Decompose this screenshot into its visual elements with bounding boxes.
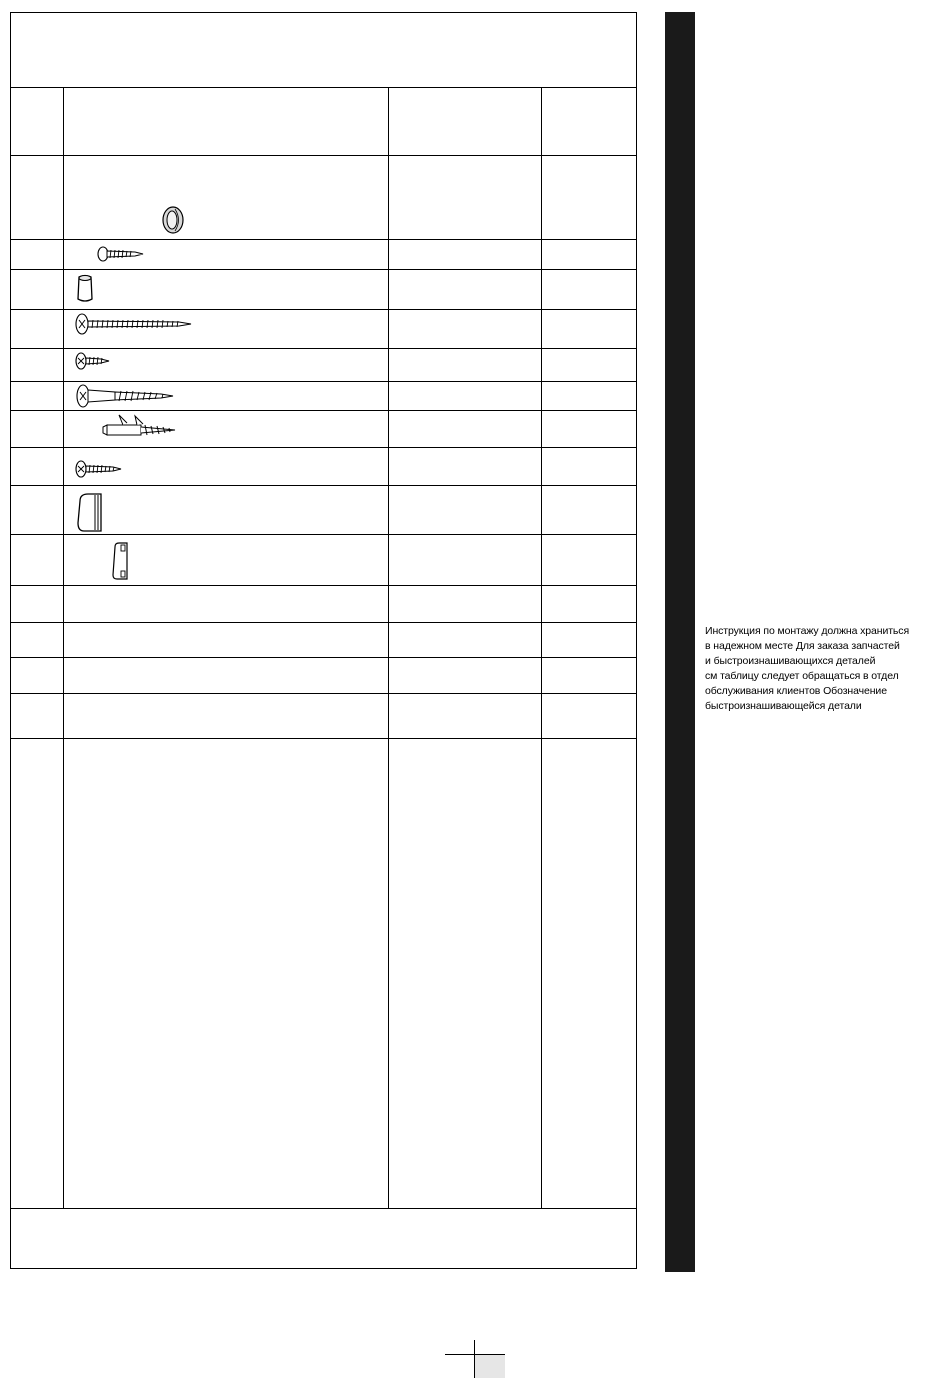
column-divider: [388, 87, 389, 1208]
table-title-band: [11, 13, 636, 88]
side-note: [705, 624, 945, 714]
side-note-line: Инструкция по монтажу должна храниться: [705, 625, 910, 637]
end-cap-icon: [75, 491, 105, 535]
side-bar: [665, 12, 695, 1272]
side-note-line: и быстроизнашивающихся деталей: [705, 655, 876, 667]
row-divider: [11, 309, 636, 310]
short-screw-icon: [75, 350, 115, 372]
row-divider: [11, 348, 636, 349]
parts-table: [10, 12, 637, 1269]
column-divider: [541, 87, 542, 1208]
side-note-line: быстроизнашивающейся детали: [705, 700, 862, 712]
small-screw-icon: [97, 245, 147, 263]
row-divider: [11, 269, 636, 270]
row-divider: [11, 738, 636, 739]
cap-icon: [75, 274, 95, 304]
row-divider: [11, 447, 636, 448]
row-divider: [11, 622, 636, 623]
screw-icon: [75, 459, 125, 479]
table-footer-band: [11, 1208, 636, 1268]
clip-icon: [107, 541, 133, 583]
page-number-mark: [445, 1340, 505, 1378]
row-divider: [11, 657, 636, 658]
column-divider: [63, 87, 64, 1208]
page-number-box: [475, 1355, 505, 1378]
plug-cap-icon: [161, 205, 185, 235]
row-divider: [11, 410, 636, 411]
row-divider: [11, 585, 636, 586]
side-note-line: см таблицу следует обращаться в отдел: [705, 670, 899, 682]
wood-screw-icon: [75, 382, 177, 410]
side-note-line: обслуживания клиентов Обозначение: [705, 685, 887, 697]
row-divider: [11, 155, 636, 156]
long-screw-icon: [75, 311, 195, 337]
row-divider: [11, 485, 636, 486]
wall-plug-icon: [97, 413, 179, 445]
side-note-line: в надежном месте Для заказа запчастей: [705, 640, 900, 652]
row-divider: [11, 239, 636, 240]
row-divider: [11, 693, 636, 694]
